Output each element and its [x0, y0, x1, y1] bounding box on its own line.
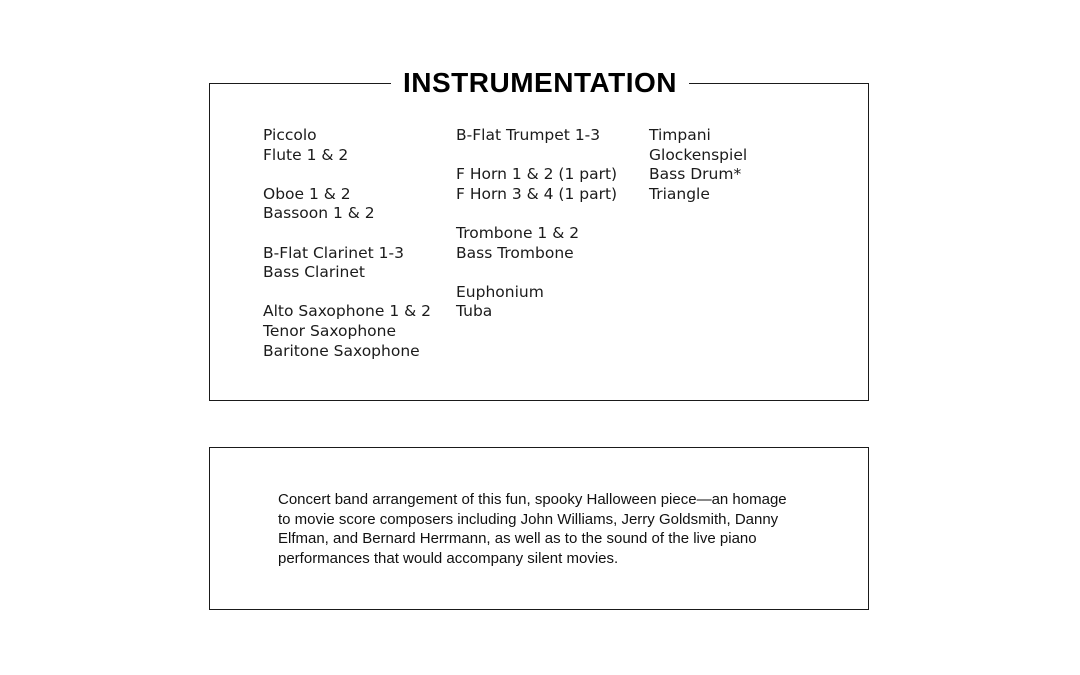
instrument-group	[263, 126, 431, 165]
instrument-item: Bassoon 1 & 2	[263, 204, 375, 223]
instrument-item: Bass Clarinet	[263, 263, 365, 282]
instrument-item: Bass Drum*	[649, 165, 742, 184]
instrument-item: Alto Saxophone 1 & 2	[263, 302, 432, 321]
instrument-item: Piccolo	[263, 126, 317, 144]
percussion-column	[649, 126, 747, 224]
instrument-group	[263, 302, 431, 361]
instrument-group	[456, 126, 617, 146]
instrument-item: Timpani	[649, 126, 711, 144]
instrument-group	[263, 244, 431, 283]
instrument-item: B-Flat Clarinet 1-3	[263, 243, 404, 262]
instrument-item: F Horn 3 & 4 (1 part)	[456, 184, 618, 203]
instrumentation-title: INSTRUMENTATION	[391, 66, 689, 100]
instrument-item: F Horn 1 & 2 (1 part)	[456, 165, 618, 184]
instrument-item: Triangle	[649, 184, 710, 203]
instrument-group	[456, 283, 617, 322]
instrument-item: Bass Trombone	[456, 243, 574, 262]
brass-column	[456, 126, 617, 342]
instrument-group	[456, 224, 617, 263]
instrument-group	[456, 165, 617, 204]
instrument-item: Euphonium	[456, 282, 544, 301]
instrument-group	[263, 185, 431, 224]
instrument-item: Tuba	[456, 302, 493, 321]
instrument-item: Flute 1 & 2	[263, 145, 349, 164]
instrument-item: Oboe 1 & 2	[263, 184, 351, 203]
description-text: Concert band arrangement of this fun, spooky Halloween piece—an homage to movie score composers including John Williams, Jerry Goldsmith, Danny Elfman, and Bernard Herrmann, as well as to the sound of the live piano performances that would accompany silent movies.	[278, 491, 787, 567]
instrument-group	[649, 126, 747, 204]
instrument-item: Baritone Saxophone	[263, 341, 420, 360]
instrument-item: B-Flat Trumpet 1-3	[456, 126, 601, 144]
instrument-item: Trombone 1 & 2	[456, 223, 580, 242]
instrument-item: Glockenspiel	[649, 145, 748, 164]
woodwinds-column	[263, 126, 431, 381]
instrument-item: Tenor Saxophone	[263, 321, 396, 340]
